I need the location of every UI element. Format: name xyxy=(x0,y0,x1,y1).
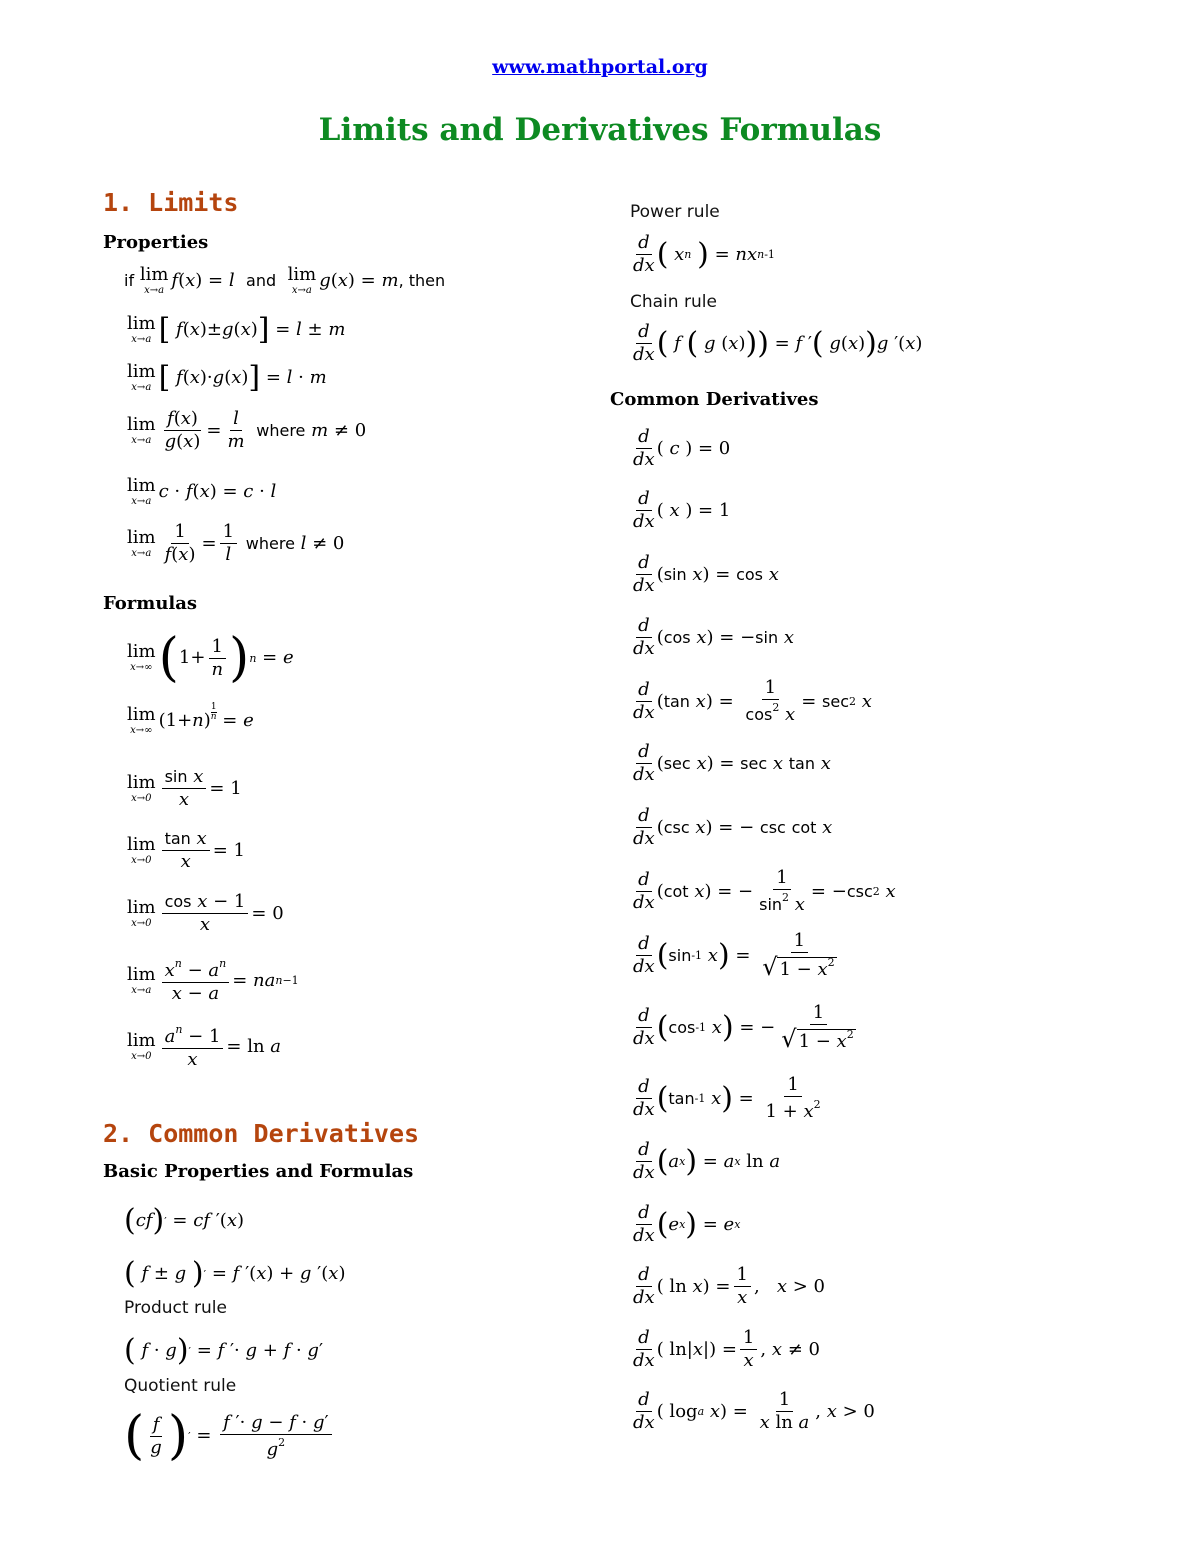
limit-sin-x: lim x→0 sin x x = 1 xyxy=(127,766,242,810)
derivative-arcsin: d dx ( sin -1 x ) = 1 √ $1 - x^2$ xyxy=(633,930,835,981)
limit-quotient-rule: lim x→a f(x) g(x) = l m where m ≠ 0 xyxy=(127,408,367,452)
derivative-ln-x: d dx ( ln x ) = 1 x , x > 0 xyxy=(633,1264,825,1308)
and-text: and xyxy=(246,271,277,290)
limit-power-difference: lim x→a $x^n - a^n$ x − a = na n−1 xyxy=(127,957,299,1004)
limit-e-formula-2: lim x→∞ (1+ n ) 1 n = e xyxy=(127,701,254,736)
derivative-cos: d dx ( cos x ) = − sin x xyxy=(633,615,794,659)
limit-tan-x: lim x→0 tan x x = 1 xyxy=(127,828,245,872)
derivative-constant: d dx ( c ) = 0 xyxy=(633,426,731,470)
derivative-sec: d dx ( sec x ) = sec x tan x xyxy=(633,741,831,785)
page-title: Limits and Derivatives Formulas xyxy=(318,112,882,148)
derivatives-heading: 2. Common Derivatives xyxy=(103,1119,420,1148)
derivative-e-power-x: d dx ( e x ) = e x xyxy=(633,1202,741,1246)
if-text: if xyxy=(124,271,135,290)
site-link[interactable]: www.mathportal.org xyxy=(492,56,708,78)
derivative-tan: d dx ( tan x ) = 1 $\cos^2 x$ = sec 2 x xyxy=(633,677,872,725)
derivative-a-power-x: d dx ( a x ) = a x ln a xyxy=(633,1139,781,1183)
derivative-log-base-a: d dx ( log a x ) = 1 x ln a , x > 0 xyxy=(633,1389,875,1433)
derivative-csc: d dx ( csc x ) = − csc cot x xyxy=(633,805,833,849)
limit-sum-rule: lim x→a [ f ( x )± g ( x ) ] = l ± m xyxy=(127,312,346,347)
limit-exponential: lim x→0 $a^n - 1$ x = ln a xyxy=(127,1023,282,1070)
chain-rule-label: Chain rule xyxy=(630,292,717,312)
derivative-x: d dx ( x ) = 1 xyxy=(633,488,731,532)
derivative-ln-abs-x: d dx ( ln| x |) = 1 x , x ≠ 0 xyxy=(633,1327,820,1371)
where-m-text: where xyxy=(256,420,306,440)
derivative-cot: d dx ( cot x ) = − 1 $\sin^2 x$ = − csc 2 x xyxy=(633,867,896,915)
limit-e-formula-1: lim x→∞ ( 1+ 1 n ) n = e xyxy=(127,628,294,688)
limit-condition: if lim x→a f ( x ) = l and lim x→a g ( x ) = m , then xyxy=(124,264,446,296)
formulas-heading: Formulas xyxy=(103,593,198,614)
sum-rule: ( f ± g ) ′ = f ′( x ) + g ′( x ) xyxy=(124,1256,346,1291)
power-rule-formula: d dx ( x n ) = nx n-1 xyxy=(633,232,775,276)
derivative-arctan: d dx ( tan -1 x ) = 1 $1 + x^2$ xyxy=(633,1074,821,1122)
derivative-arccos: d dx ( cos -1 x ) = − 1 √ $1 - x^2$ xyxy=(633,1002,854,1053)
limit-reciprocal-rule: lim x→a 1 f(x) = 1 l where l ≠ 0 xyxy=(127,521,345,565)
product-rule-formula: ( f · g ) ′ = f ′· g + f · g ′ xyxy=(124,1333,324,1368)
constant-multiple-rule: ( cf ) ′ = cf ′( x ) xyxy=(124,1203,244,1238)
limit-constant-rule: lim x→a c · f ( x ) = c · l xyxy=(127,475,277,507)
derivative-sin: d dx ( sin x ) = cos x xyxy=(633,552,779,596)
properties-heading: Properties xyxy=(103,232,209,253)
common-derivatives-heading: Common Derivatives xyxy=(610,389,819,410)
product-rule-label: Product rule xyxy=(124,1298,227,1318)
quotient-rule-formula: ( f g ) ′ = f ′· g − f · g′ $g^2$ xyxy=(124,1410,335,1462)
limits-heading: 1. Limits xyxy=(103,188,239,217)
chain-rule-formula: d dx ( f ( g ( x ) ) ) = f ′ ( g ( x ) ) g ′( x ) xyxy=(633,321,923,365)
where-l-text: where xyxy=(245,533,295,553)
power-rule-label: Power rule xyxy=(630,202,720,222)
limit-product-rule: lim x→a [ f ( x )· g ( x ) ] = l · m xyxy=(127,360,327,395)
quotient-rule-label: Quotient rule xyxy=(124,1376,237,1396)
then-text: , then xyxy=(398,271,446,290)
basic-properties-heading: Basic Properties and Formulas xyxy=(103,1161,414,1182)
limit-cos-x: lim x→0 cos x − 1 x = 0 xyxy=(127,891,284,935)
